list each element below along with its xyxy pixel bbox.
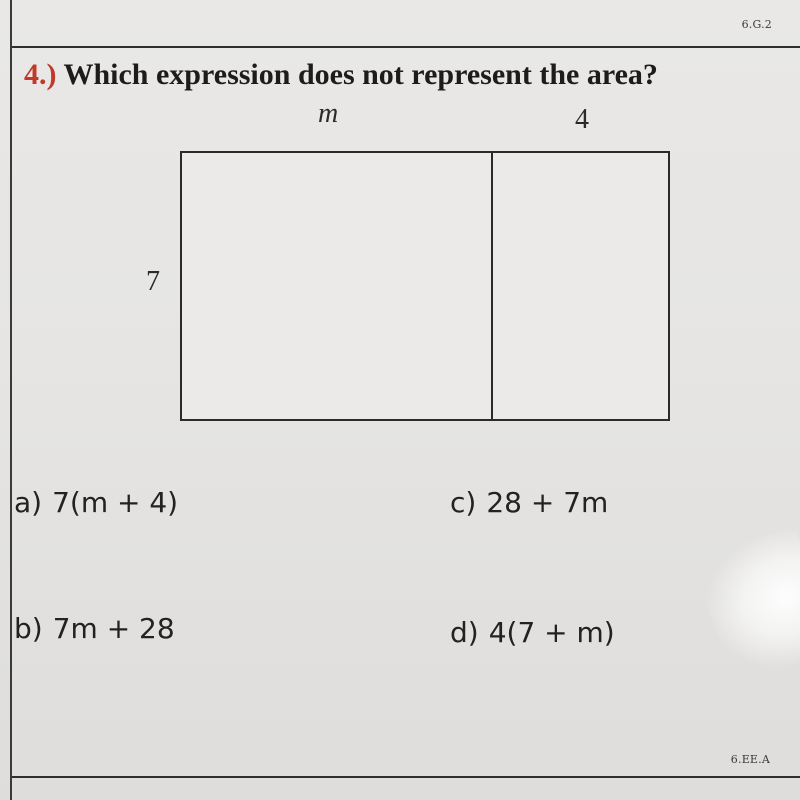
rectangle-divider bbox=[491, 151, 493, 421]
choice-b[interactable] bbox=[14, 612, 175, 645]
choice-c[interactable] bbox=[450, 486, 608, 519]
area-rectangle bbox=[180, 151, 670, 421]
height-label-7: 7 bbox=[146, 266, 160, 297]
width-label-m: m bbox=[318, 98, 339, 129]
choice-b-letter: b) bbox=[14, 612, 43, 645]
left-margin-rule bbox=[10, 0, 12, 800]
choice-d-expression: 4(7 + m) bbox=[488, 616, 615, 649]
choice-d[interactable] bbox=[450, 616, 615, 649]
choice-c-letter: c) bbox=[450, 486, 477, 519]
choice-a-letter: a) bbox=[14, 486, 43, 519]
standard-code-bottom: 6.EE.A bbox=[730, 753, 770, 766]
choice-b-expression: 7m + 28 bbox=[52, 612, 175, 645]
bottom-divider bbox=[12, 776, 800, 778]
choice-a-expression: 7(m + 4) bbox=[52, 486, 179, 519]
photo-glare bbox=[691, 525, 800, 685]
question-prompt bbox=[24, 58, 658, 92]
question-text: Which expression does not represent the area? bbox=[63, 58, 658, 91]
question-number: 4.) bbox=[24, 58, 57, 91]
choice-c-expression: 28 + 7m bbox=[486, 486, 609, 519]
choice-a[interactable] bbox=[14, 486, 178, 519]
width-label-4: 4 bbox=[575, 104, 589, 135]
top-divider bbox=[12, 46, 800, 48]
choice-d-letter: d) bbox=[450, 616, 479, 649]
standard-code-top: 6.G.2 bbox=[741, 18, 772, 31]
